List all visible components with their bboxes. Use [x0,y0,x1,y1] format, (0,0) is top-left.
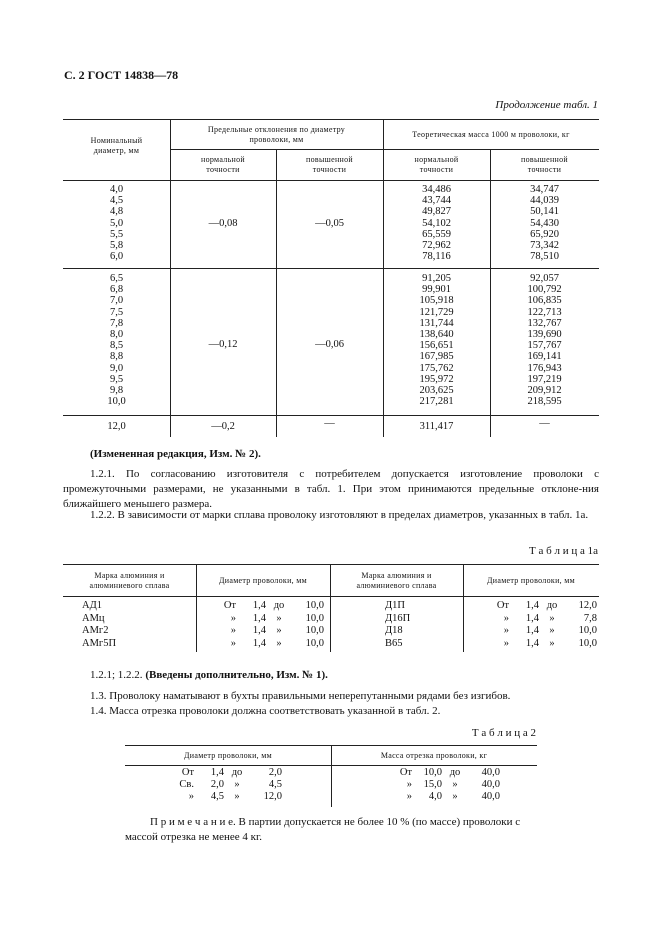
table-cell-diameter: 9,0 [109,362,124,374]
introduced-note [90,669,328,681]
col-header-deviation: Предельные отклонения по диаметру проволоки, мм [207,125,346,144]
range-part: 10,0 [578,625,597,636]
range-part: 1,4 [525,625,539,636]
range-part: От [181,767,194,778]
t1a-header-diam-right: Диаметр проволоки, мм [487,576,575,585]
range-part: до [231,767,243,778]
paragraph-1-2-2: 1.2.2. В зависимости от марки сплава проволоку изготовляют в пределах диаметров, указанных в табл. 1а. [90,509,589,521]
range-part: до [449,767,461,778]
t1a-header-grade-right: Марка алюминия и алюминиевого сплава [356,571,437,590]
table-cell-mass-high: 54,430 [530,217,559,229]
table-cell-diameter: 9,8 [109,385,124,397]
diameter-range [214,600,324,613]
table-cell-diameter: 4,0 [109,184,124,195]
table-cell-mass-high: 44,039 [530,195,559,207]
table-cell-mass-high: 132,767 [527,317,562,329]
table-cell-mass-high: 92,057 [530,273,559,284]
table-2-caption: Т а б л и ц а 2 [471,727,536,739]
table-cell-mass-normal: 167,985 [419,351,454,363]
range-part: Св. [179,779,194,790]
range-part: 1,4 [252,612,266,624]
table-cell-mass-high: — [539,418,550,429]
range-part: » [452,779,458,790]
range-part: » [549,625,555,636]
paragraph-1-3: 1.3. Проволоку наматывают в бухты правильными неперепутанными рядами без изгибов. [90,690,511,702]
group-1-diameters [63,184,170,262]
alloy-grade: В65 [385,637,403,649]
group-1-dev-high: —0,05 [315,218,344,229]
table-cell-diameter: 12,0 [107,421,126,432]
diameter-range [172,767,282,779]
table-cell-diameter: 5,8 [109,240,124,252]
table-cell-mass-normal: 72,962 [422,240,451,252]
table-cell-diameter: 5,5 [109,228,124,240]
sub-header-mass-high: повышенной точности [521,155,568,174]
range-part: » [276,625,282,636]
table-cell-mass-high: 218,595 [527,396,562,408]
table-cell-diameter: 6,0 [109,251,124,263]
diameter-range [214,625,324,638]
alloy-grade: Д18 [385,625,403,636]
range-part: » [230,625,236,636]
table-cell-mass-normal: 311,417 [419,421,454,432]
table-cell-mass-normal: 131,744 [419,317,454,329]
range-part: 4,5 [268,779,282,790]
table-cell-mass-normal: 121,729 [419,306,454,318]
table-cell-mass-normal: 43,744 [422,195,451,207]
range-part: 1,4 [525,600,539,611]
diameter-range [487,600,597,613]
range-part: 10,0 [305,625,324,636]
range-part: » [234,791,240,802]
alloy-grade: АМг2 [82,625,109,636]
alloy-grade: Д16П [385,612,411,624]
range-part: 10,0 [423,767,442,778]
group-2-diameters [63,273,170,407]
range-part: » [503,612,509,624]
range-part: » [276,637,282,649]
table-cell-mass-high: 34,747 [530,184,559,195]
table-cell-mass-normal: 105,918 [419,295,454,307]
table-cell-mass-normal: 175,762 [419,362,454,374]
diameter-range [214,613,324,626]
table-cell-mass-high: 73,342 [530,240,559,252]
group-3-mass-normal [383,421,490,432]
table-1a-caption: Т а б л и ц а 1а [529,545,598,557]
t2-header-diam: Диаметр проволоки, мм [184,751,272,760]
range-part: 12,0 [578,600,597,611]
table-cell-mass-high: 176,943 [527,362,562,374]
table-cell-diameter: 5,0 [109,217,124,229]
paragraph-1-2-1: 1.2.1. По согласованию изготовителя с потребителем допускается изготовление проволоки с промежуточными размерами, не указанными в табл. 1. При этом принимаются предельные отклоне-ния ближайшего меньшего размера. [63,468,599,510]
t1a-header-grade-left: Марка алюминия и алюминиевого сплава [89,571,170,590]
group-2-mass-normal [383,273,490,407]
range-part: 2,0 [210,779,224,790]
group-3-dev-high: — [324,418,335,429]
range-part: 10,0 [578,637,597,649]
table-cell-mass-high: 78,510 [530,251,559,263]
range-part: 40,0 [481,779,500,790]
range-part: От [223,600,236,611]
table-cell-diameter: 6,5 [109,273,124,284]
table-cell-diameter: 8,0 [109,329,124,341]
group-3-mass-high [490,418,599,429]
group-2-dev-normal: —0,12 [208,339,238,350]
table-cell-mass-high: 50,141 [530,206,559,218]
range-part: » [406,779,412,790]
range-part: » [549,637,555,649]
range-part: 12,0 [263,791,282,802]
table-cell-mass-high: 65,920 [530,228,559,240]
range-part: 7,8 [583,612,597,624]
table-cell-mass-normal: 195,972 [419,373,454,385]
range-part: 15,0 [423,779,442,790]
table-cell-mass-normal: 138,640 [419,329,454,341]
range-part: » [230,612,236,624]
range-part: » [503,637,509,649]
mass-range [390,779,500,791]
table-cell-diameter: 10,0 [107,396,126,408]
alloy-grade: Д1П [385,600,405,611]
mass-range [390,791,500,803]
range-part: От [496,600,509,611]
table-cell-diameter: 8,5 [109,340,124,352]
table-cell-diameter: 8,8 [109,351,124,363]
range-part: 10,0 [305,612,324,624]
revision-note: (Измененная редакция, Изм. № 2). [90,448,261,460]
table-cell-diameter: 7,0 [109,295,124,307]
group-2-dev-high: —0,06 [315,339,344,350]
range-part: » [230,637,236,649]
alloy-grade: АМг5П [82,637,117,649]
table-cell-mass-normal: 203,625 [419,385,454,397]
range-part: 1,4 [252,600,266,611]
table-2-note [125,815,537,845]
range-part: 4,0 [428,791,442,802]
group-2-mass-high [490,273,599,407]
table-cell-mass-normal: 34,486 [422,184,451,195]
table-cell-mass-high: 169,141 [527,351,562,363]
range-part: 1,4 [525,637,539,649]
range-part: 10,0 [305,600,324,611]
sub-header-mass-normal: нормальной точности [414,155,459,174]
diameter-range [487,625,597,638]
table-cell-mass-normal: 65,559 [422,228,451,240]
table-cell-mass-normal: 156,651 [419,340,454,352]
range-part: 1,4 [525,612,539,624]
sub-header-normal: нормальной точности [201,155,245,174]
t1a-grades-right [385,600,410,650]
range-part: » [188,791,194,802]
diameter-range [172,791,282,803]
page-header: С. 2 ГОСТ 14838—78 [64,68,179,82]
alloy-grade: АД1 [82,600,102,611]
range-part: 2,0 [268,767,282,778]
sub-header-high: повышенной точности [306,155,353,174]
t2-header-mass: Масса отрезка проволоки, кг [380,751,488,760]
range-part: » [452,791,458,802]
table-cell-diameter: 4,5 [109,195,124,207]
t2-diam-values [172,767,282,803]
group-3-dev-normal: —0,2 [211,421,235,432]
table-cell-mass-normal: 99,901 [422,284,451,296]
table-cell-mass-normal: 217,281 [419,396,454,408]
diameter-range [214,638,324,651]
alloy-grade: АМц [82,612,105,624]
table-cell-mass-high: 122,713 [527,306,562,318]
group-1-mass-normal [383,184,490,262]
table-cell-mass-high: 139,690 [527,329,562,341]
table-cell-diameter: 7,5 [109,306,124,318]
range-part: 4,5 [210,791,224,802]
note-text: В партии допускается не более 10 % (по массе) проволоки с массой отрезка не менее 4 кг. [125,816,521,843]
range-part: 40,0 [481,767,500,778]
col-header-nominal: Номинальный диаметр, мм [90,136,143,155]
range-part: 1,4 [252,625,266,636]
table-cell-diameter: 7,8 [109,317,124,329]
table-cell-mass-high: 197,219 [527,373,562,385]
group-1-mass-high [490,184,599,262]
range-part: до [546,600,558,611]
range-part: 1,4 [252,637,266,649]
note-ref: 1.2.1; 1.2.2. [90,669,146,681]
table-cell-diameter: 6,8 [109,284,124,296]
diameter-range [172,779,282,791]
diameter-range [487,613,597,626]
range-part: От [399,767,412,778]
range-part: » [234,779,240,790]
table-cell-mass-normal: 54,102 [422,217,451,229]
t1a-diam-right [487,600,597,650]
table-cell-diameter: 9,5 [109,373,124,385]
note-label: П р и м е ч а н и е. [150,816,236,828]
table-cell-diameter: 4,8 [109,206,124,218]
note-bold: (Введены дополнительно, Изм. № 1). [145,669,328,681]
range-part: » [549,612,555,624]
table-cell-mass-normal: 91,205 [422,273,451,284]
table-cell-mass-normal: 49,827 [422,206,451,218]
range-part: » [276,612,282,624]
range-part: 1,4 [210,767,224,778]
t1a-grades-left [82,600,116,650]
diameter-range [487,638,597,651]
range-part: до [273,600,285,611]
table-cell-mass-high: 157,767 [527,340,562,352]
mass-range [390,767,500,779]
col-header-mass: Теоретическая масса 1000 м проволоки, кг [412,130,570,139]
range-part: » [503,625,509,636]
t1a-diam-left [214,600,324,650]
group-1-dev-normal: —0,08 [208,218,238,229]
range-part: 10,0 [305,637,324,649]
t1a-header-diam-left: Диаметр проволоки, мм [219,576,307,585]
range-part: » [406,791,412,802]
group-3-diameters [63,421,170,432]
table-cell-mass-high: 106,835 [527,295,562,307]
table-cell-mass-high: 209,912 [527,385,562,397]
table-cell-mass-normal: 78,116 [422,251,451,263]
table-continuation-label: Продолжение табл. 1 [495,99,598,111]
range-part: 40,0 [481,791,500,802]
table-cell-mass-high: 100,792 [527,284,562,296]
paragraph-1-4: 1.4. Масса отрезка проволоки должна соответствовать указанной в табл. 2. [90,705,441,717]
t2-mass-values [390,767,500,803]
